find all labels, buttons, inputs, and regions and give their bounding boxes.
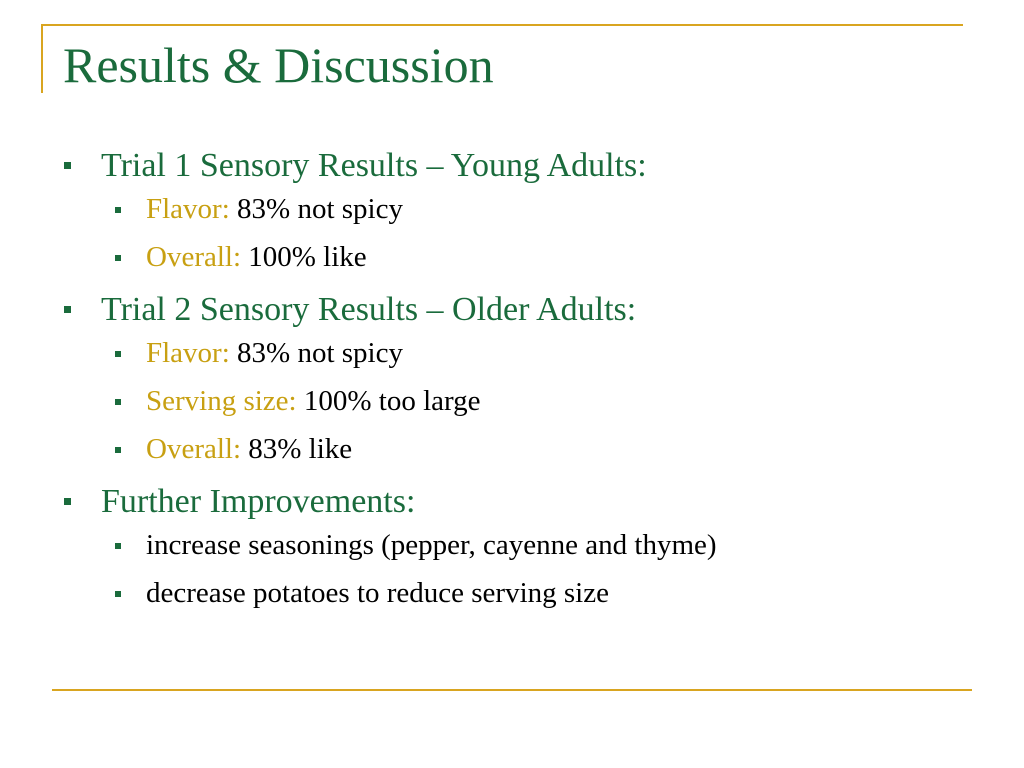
square-bullet-icon bbox=[115, 543, 121, 549]
list-item bbox=[64, 384, 984, 418]
square-bullet-icon bbox=[115, 351, 121, 357]
trial-1-results bbox=[64, 192, 984, 274]
list-item bbox=[64, 336, 984, 370]
result-value: 83% not spicy bbox=[229, 193, 403, 225]
result-label: Overall: bbox=[146, 241, 242, 273]
section-heading-improvements bbox=[64, 480, 984, 524]
list-item bbox=[64, 192, 984, 226]
square-bullet-icon bbox=[115, 447, 121, 453]
trial-2-results bbox=[64, 336, 984, 466]
left-rule bbox=[41, 24, 43, 93]
square-bullet-icon bbox=[115, 399, 121, 405]
list-item bbox=[64, 576, 984, 610]
slide-title: Results & Discussion bbox=[63, 37, 494, 93]
improvements-list bbox=[64, 528, 984, 610]
section-heading-trial-2 bbox=[64, 288, 984, 332]
result-value: 100% too large bbox=[296, 385, 481, 417]
list-item bbox=[64, 432, 984, 466]
square-bullet-icon bbox=[64, 162, 71, 169]
result-value: 83% not spicy bbox=[229, 337, 403, 369]
improvement-text: increase seasonings (pepper, cayenne and thyme) bbox=[146, 529, 717, 561]
result-value: 83% like bbox=[241, 433, 353, 465]
square-bullet-icon bbox=[115, 255, 121, 261]
slide-content bbox=[64, 144, 984, 624]
section-heading-trial-1 bbox=[64, 144, 984, 188]
list-item bbox=[64, 240, 984, 274]
top-rule bbox=[41, 24, 963, 26]
result-value: 100% like bbox=[241, 241, 367, 273]
square-bullet-icon bbox=[115, 591, 121, 597]
result-label: Serving size: bbox=[146, 385, 297, 417]
section-heading-text: Further Improvements: bbox=[101, 483, 416, 520]
section-heading-text: Trial 2 Sensory Results – Older Adults: bbox=[101, 291, 637, 328]
result-label: Flavor: bbox=[146, 337, 230, 369]
result-label: Overall: bbox=[146, 433, 242, 465]
square-bullet-icon bbox=[64, 498, 71, 505]
square-bullet-icon bbox=[115, 207, 121, 213]
list-item bbox=[64, 528, 984, 562]
result-label: Flavor: bbox=[146, 193, 230, 225]
improvement-text: decrease potatoes to reduce serving size bbox=[146, 577, 609, 609]
section-heading-text: Trial 1 Sensory Results – Young Adults: bbox=[101, 147, 647, 184]
square-bullet-icon bbox=[64, 306, 71, 313]
bottom-rule bbox=[52, 689, 972, 691]
